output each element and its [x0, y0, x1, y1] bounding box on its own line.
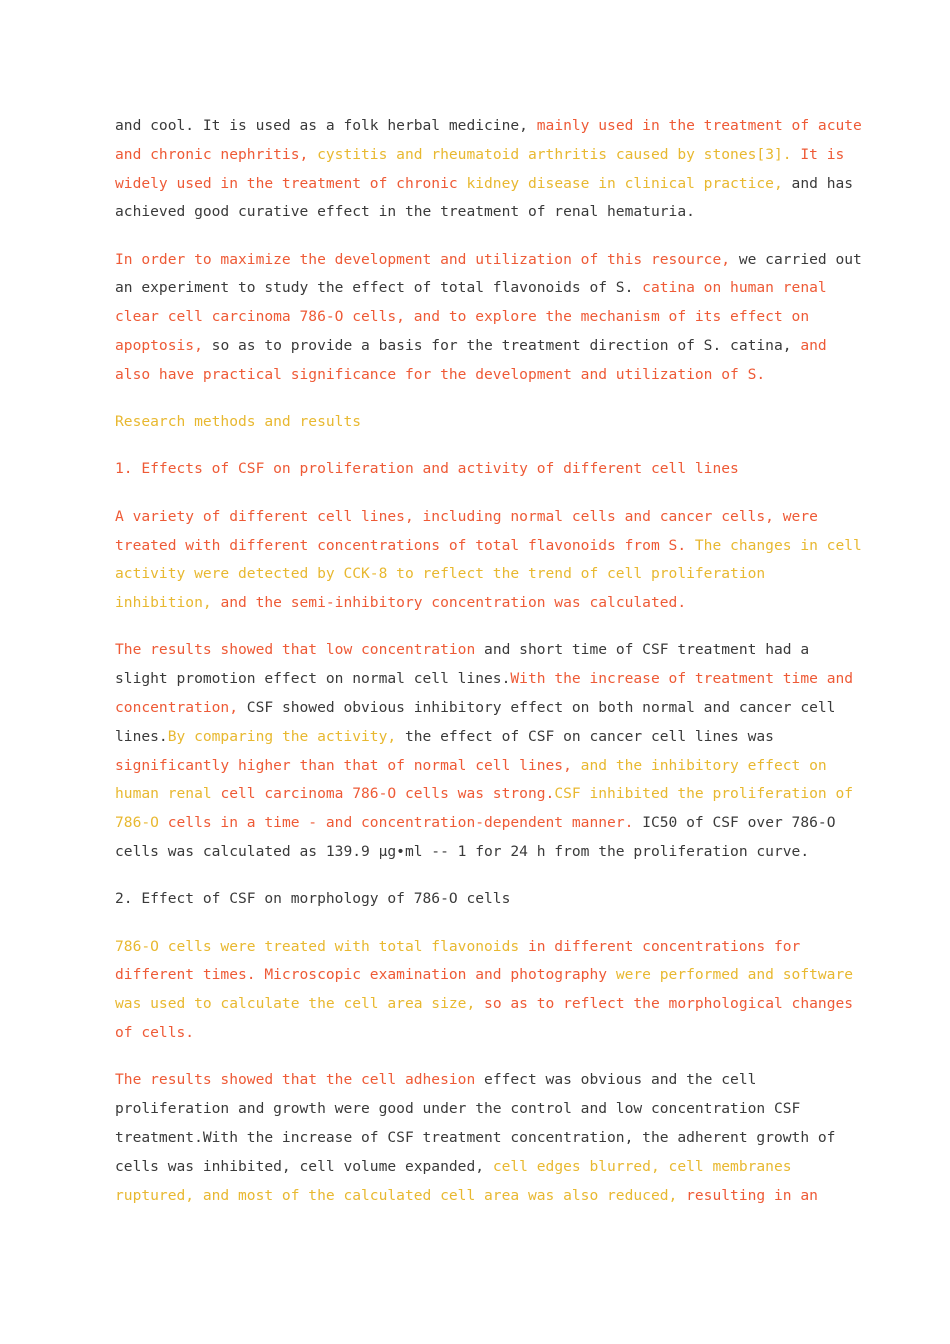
- text-line: [115, 990, 854, 1019]
- text-segment-yellow: human renal: [115, 785, 221, 803]
- text-segment-red: It is: [800, 145, 845, 163]
- text-line: [115, 455, 831, 484]
- paragraph: [115, 503, 862, 618]
- text-segment-red: With the increase of treatment time and: [510, 670, 854, 688]
- text-line: [115, 694, 836, 723]
- text-segment-yellow: cell edges blurred, cell membranes: [492, 1157, 792, 1175]
- text-segment-plain: achieved good curative effect in the treatment of renal hematuria.: [115, 203, 695, 221]
- text-segment-red: different times. Microscopic examination and photography: [115, 966, 616, 984]
- text-line: [115, 170, 854, 199]
- text-segment-red: resulting in an: [686, 1186, 818, 1204]
- text-segment-yellow: CSF inhibited the proliferation of: [554, 785, 854, 803]
- text-segment-red: and the semi-inhibitory concentration was calculated.: [220, 594, 687, 612]
- text-line: [115, 303, 831, 332]
- text-segment-red: apoptosis,: [115, 337, 212, 355]
- text-segment-yellow: By comparing the activity,: [167, 727, 405, 745]
- text-segment-plain: slight promotion effect on normal cell lines.: [115, 670, 511, 688]
- paragraph: [115, 1066, 836, 1210]
- text-line: [115, 809, 836, 838]
- text-segment-plain: and short time of CSF treatment had a: [484, 641, 810, 659]
- text-segment-plain: we carried out: [738, 250, 862, 268]
- text-line: [115, 532, 862, 561]
- text-segment-yellow: activity were detected by CCK-8 to reflect the trend of cell proliferation: [115, 565, 766, 583]
- paragraph: [115, 455, 831, 484]
- text-line: [115, 332, 831, 361]
- text-line: [115, 780, 854, 809]
- paragraph: [115, 636, 854, 866]
- text-segment-plain: lines.: [115, 727, 168, 745]
- text-segment-yellow: Research methods and results: [115, 413, 362, 431]
- text-segment-yellow: were performed and software: [615, 966, 854, 984]
- text-segment-red: 1. Effects of CSF on proliferation and activity of different cell lines: [115, 460, 739, 478]
- text-segment-red: and chronic nephritis,: [115, 145, 318, 163]
- text-segment-yellow: cystitis and rheumatoid arthritis caused by stones[3].: [317, 145, 801, 163]
- text-segment-red: concentration,: [115, 699, 247, 717]
- text-segment-red: and: [800, 337, 827, 355]
- text-segment-plain: so as to provide a basis for the treatment direction of S. catina,: [211, 337, 801, 355]
- text-line: [115, 589, 831, 618]
- text-line: [115, 503, 831, 532]
- text-line: [115, 933, 831, 962]
- text-line: [115, 885, 831, 914]
- text-segment-red: so as to reflect the morphological changes: [484, 995, 854, 1013]
- paragraph: [115, 112, 862, 227]
- text-line: [115, 665, 854, 694]
- text-line: [115, 1153, 831, 1182]
- text-segment-red: treated with different concentrations of total flavonoids from S.: [115, 536, 695, 554]
- text-segment-red: A variety of different cell lines, including normal cells and cancer cells, were: [115, 507, 818, 525]
- text-segment-yellow: ruptured, and most of the calculated cell area was also reduced,: [115, 1186, 687, 1204]
- text-line: [115, 961, 854, 990]
- text-segment-yellow: 786-O: [115, 814, 168, 832]
- text-line: [115, 560, 831, 589]
- text-segment-yellow: and the inhibitory effect on: [580, 756, 827, 774]
- text-segment-plain: the effect of CSF on cancer cell lines was: [404, 727, 774, 745]
- text-segment-plain: effect was obvious and the cell: [484, 1071, 757, 1089]
- paragraph: [115, 408, 831, 437]
- paragraph: [115, 246, 862, 390]
- paragraph: [115, 933, 854, 1048]
- text-line: [115, 723, 831, 752]
- text-line: [115, 1066, 831, 1095]
- text-segment-yellow: kidney disease in clinical practice,: [466, 174, 792, 192]
- text-segment-red: cell carcinoma 786-O cells was strong.: [220, 785, 555, 803]
- text-line: [115, 1095, 831, 1124]
- text-segment-red: significantly higher than that of normal cell lines,: [115, 756, 581, 774]
- text-line: [115, 752, 831, 781]
- text-segment-red: widely used in the treatment of chronic: [115, 174, 467, 192]
- text-segment-yellow: inhibition,: [115, 594, 221, 612]
- text-segment-plain: CSF showed obvious inhibitory effect on both normal and cancer cell: [246, 699, 836, 717]
- text-segment-plain: and has: [791, 174, 854, 192]
- text-line: [115, 1182, 831, 1211]
- text-segment-plain: cells was inhibited, cell volume expanded,: [115, 1157, 493, 1175]
- document-page: [115, 112, 862, 1229]
- text-line: [115, 636, 831, 665]
- text-segment-red: in different concentrations for: [527, 937, 801, 955]
- text-segment-plain: cells was calculated as 139.9 µg•ml -- 1 for 24 h from the proliferation curve.: [115, 843, 810, 861]
- text-segment-plain: proliferation and growth were good under the control and low concentration CSF: [115, 1100, 801, 1118]
- text-line: [115, 361, 831, 390]
- text-line: [115, 112, 862, 141]
- text-segment-plain: IC50 of CSF over 786-O: [642, 814, 836, 832]
- text-segment-red: The results showed that the cell adhesion: [115, 1071, 485, 1089]
- text-line: [115, 408, 831, 437]
- text-segment-plain: treatment.With the increase of CSF treatment concentration, the adherent growth of: [115, 1128, 836, 1146]
- text-line: [115, 838, 831, 867]
- text-segment-red: cells in a time - and concentration-dependent manner.: [167, 814, 643, 832]
- text-line: [115, 198, 831, 227]
- text-segment-plain: 2. Effect of CSF on morphology of 786-O cells: [115, 890, 511, 908]
- text-line: [115, 246, 862, 275]
- text-segment-yellow: was used to calculate the cell area size,: [115, 995, 485, 1013]
- text-line: [115, 274, 831, 303]
- text-segment-red: clear cell carcinoma 786-O cells, and to explore the mechanism of its effect on: [115, 308, 810, 326]
- text-segment-red: mainly used in the treatment of acute: [536, 117, 862, 134]
- text-line: [115, 141, 845, 170]
- paragraph: [115, 885, 831, 914]
- text-segment-red: The results showed that low concentration: [115, 641, 485, 659]
- text-segment-red: also have practical significance for the development and utilization of S.: [115, 365, 766, 383]
- text-segment-red: catina on human renal: [642, 279, 827, 297]
- text-line: [115, 1019, 831, 1048]
- text-segment-red: of cells.: [115, 1024, 195, 1042]
- text-segment-plain: an experiment to study the effect of total flavonoids of S.: [115, 279, 643, 297]
- text-line: [115, 1124, 836, 1153]
- text-segment-plain: and cool. It is used as a folk herbal medicine,: [115, 117, 537, 134]
- text-segment-yellow: 786-O cells were treated with total flavonoids: [115, 937, 528, 955]
- text-segment-yellow: The changes in cell: [694, 536, 862, 554]
- text-segment-red: In order to maximize the development and utilization of this resource,: [115, 250, 739, 268]
